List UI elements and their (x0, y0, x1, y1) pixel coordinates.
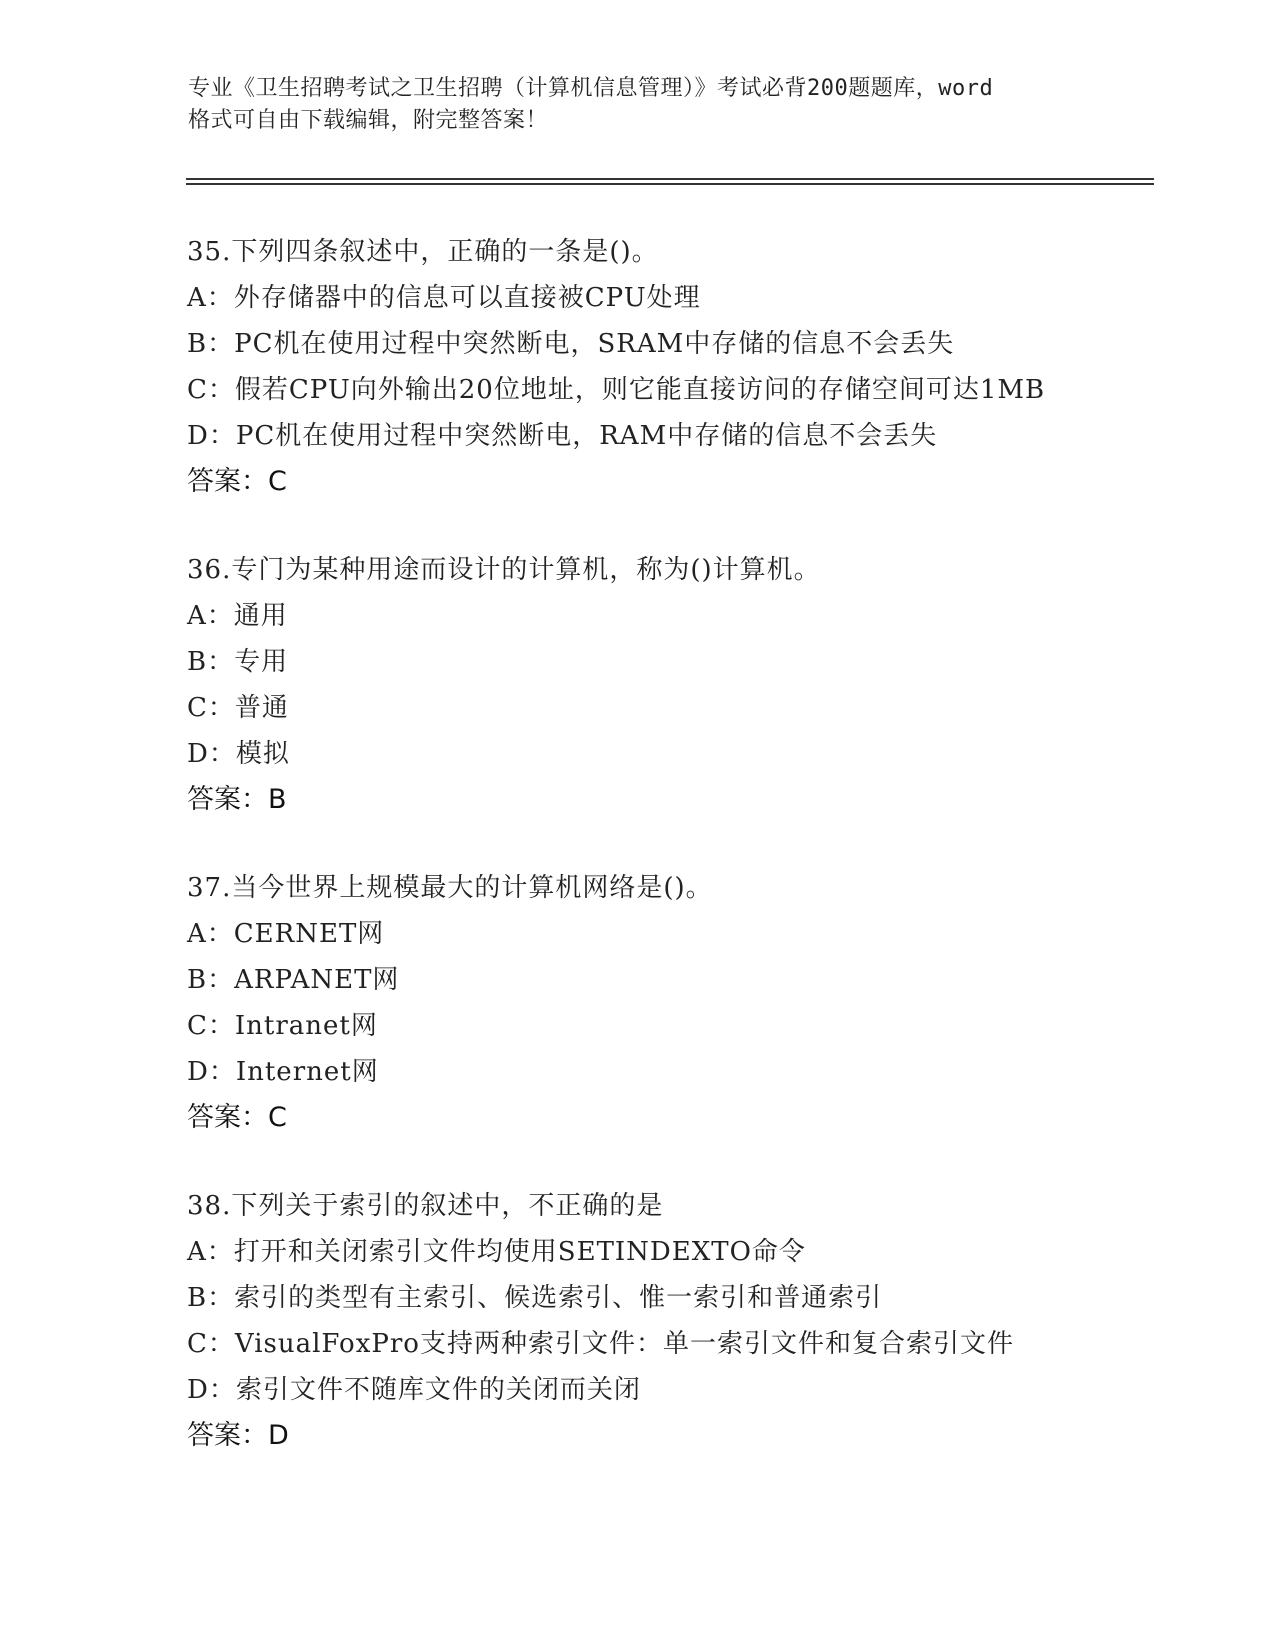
option-c: C：Intranet网 (187, 1011, 378, 1041)
option-d: D：PC机在使用过程中突然断电，RAM中存储的信息不会丢失 (187, 421, 938, 451)
document-header (188, 73, 1088, 137)
question-35 (187, 229, 1187, 505)
option-a: A：通用 (187, 601, 288, 631)
header-line-2: 格式可自由下载编辑，附完整答案！ (188, 108, 549, 133)
option-b: B：ARPANET网 (187, 965, 400, 995)
option-a: A：打开和关闭索引文件均使用SETINDEXTO命令 (187, 1237, 806, 1267)
option-c: C：普通 (187, 693, 289, 723)
question-stem: 38.下列关于索引的叙述中，不正确的是 (187, 1191, 664, 1221)
question-37 (187, 865, 1187, 1141)
question-stem: 36.专门为某种用途而设计的计算机，称为()计算机。 (187, 555, 821, 585)
option-b: B：PC机在使用过程中突然断电，SRAM中存储的信息不会丢失 (187, 329, 955, 359)
question-38 (187, 1183, 1187, 1459)
option-b: B：专用 (187, 647, 289, 677)
answer-label: 答案：C (187, 466, 287, 497)
question-stem: 37.当今世界上规模最大的计算机网络是()。 (187, 873, 713, 903)
option-d: D：模拟 (187, 739, 290, 769)
answer-label: 答案：D (187, 1420, 289, 1451)
header-line-1: 专业《卫生招聘考试之卫生招聘（计算机信息管理）》考试必背200题题库，word (188, 76, 994, 101)
question-36 (187, 547, 1187, 823)
option-d: D：Internet网 (187, 1057, 379, 1087)
answer-label: 答案：C (187, 1102, 287, 1133)
header-divider-top (186, 178, 1154, 180)
option-a: A：CERNET网 (187, 919, 385, 949)
option-b: B：索引的类型有主索引、候选索引、惟一索引和普通索引 (187, 1283, 883, 1313)
option-c: C：VisualFoxPro支持两种索引文件：单一索引文件和复合索引文件 (187, 1329, 1014, 1359)
option-d: D：索引文件不随库文件的关闭而关闭 (187, 1375, 641, 1405)
header-divider-bottom (186, 183, 1154, 185)
option-c: C：假若CPU向外输出20位地址，则它能直接访问的存储空间可达1MB (187, 375, 1046, 405)
answer-label: 答案：B (187, 784, 287, 815)
option-a: A：外存储器中的信息可以直接被CPU处理 (187, 283, 701, 313)
question-stem: 35.下列四条叙述中，正确的一条是()。 (187, 237, 659, 267)
